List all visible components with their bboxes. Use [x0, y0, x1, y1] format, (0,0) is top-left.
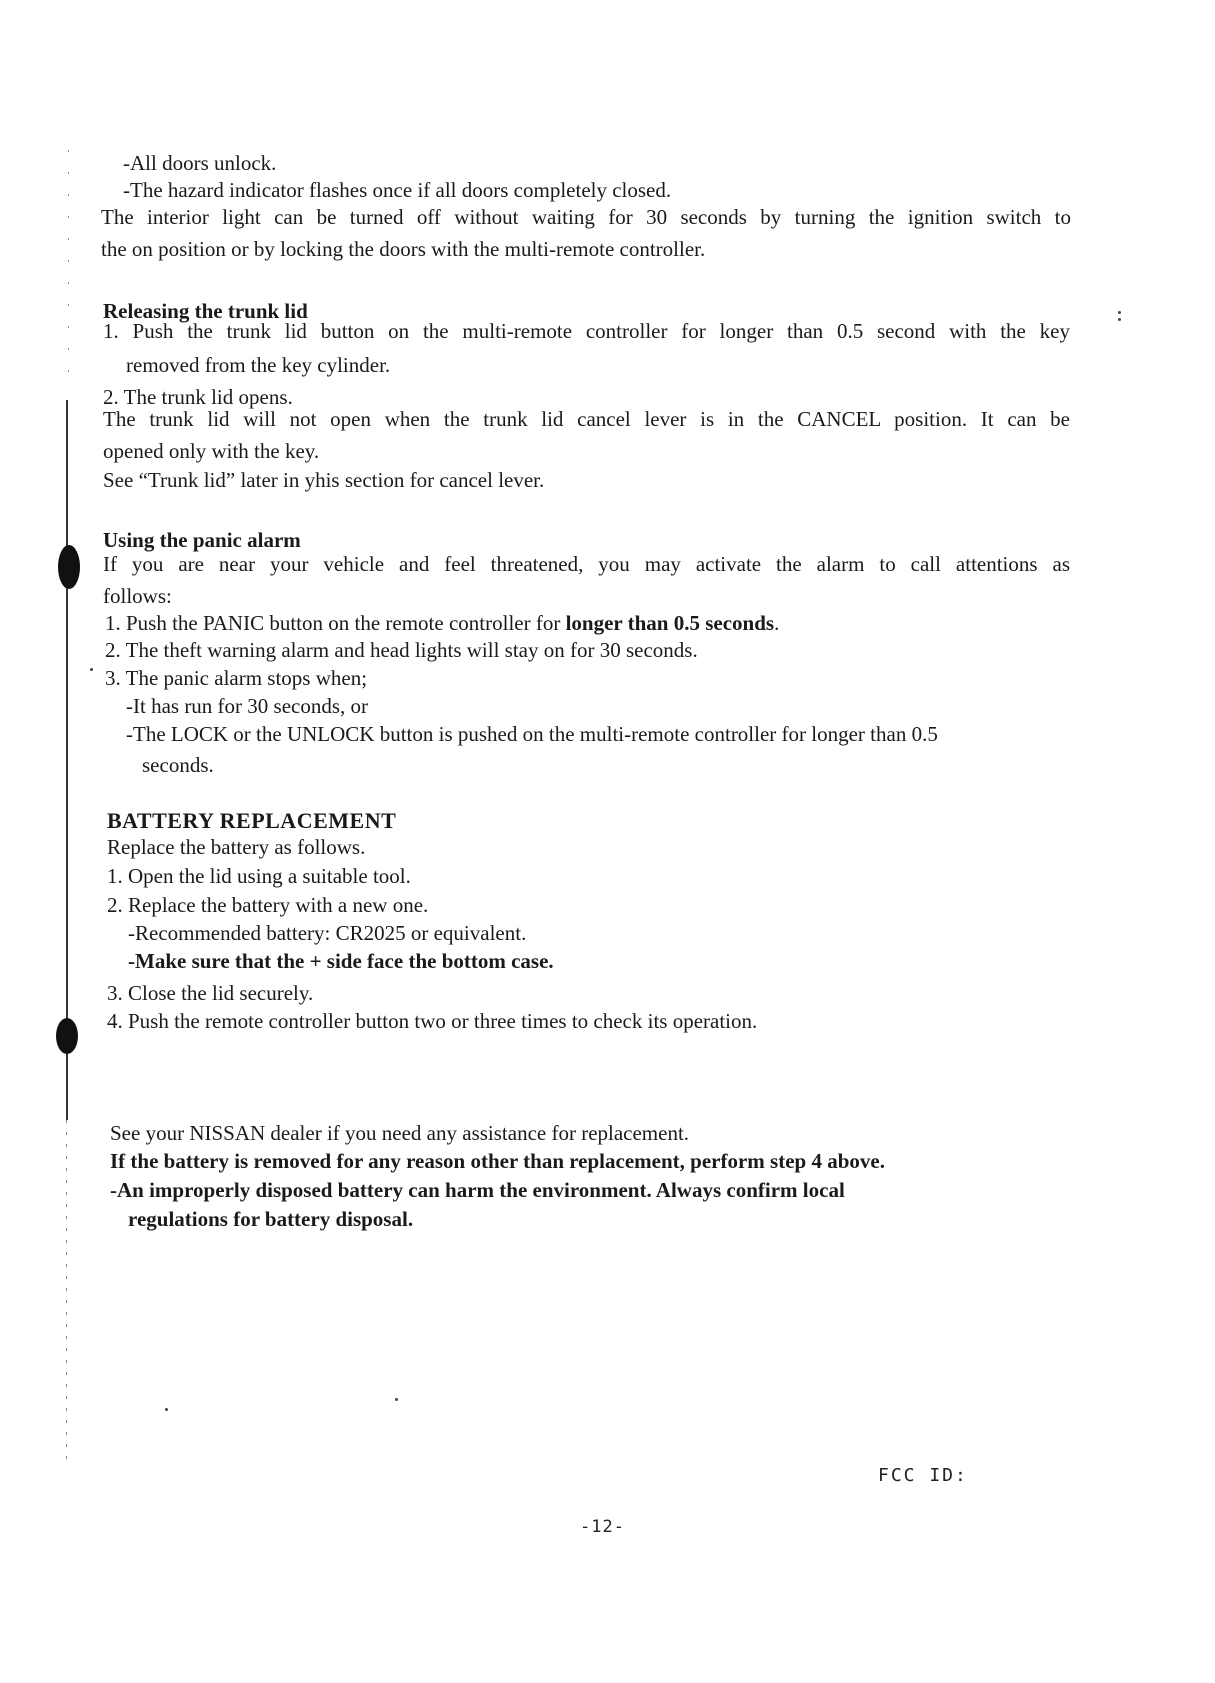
panic-step-1-emphasis: longer than 0.5 seconds [565, 611, 775, 635]
trunk-line-3: 2. The trunk lid opens. [103, 385, 293, 409]
binder-hole-lower [56, 1018, 78, 1054]
scan-speck [1118, 318, 1121, 321]
battery-line-1: Replace the battery as follows. [107, 835, 366, 859]
trunk-line-2: removed from the key cylinder. [126, 353, 391, 377]
scan-speck [90, 668, 93, 671]
intro-line-4: the on position or by locking the doors with the multi-remote controller. [101, 237, 706, 261]
battery-step-4: 4. Push the remote controller button two or three times to check its operation. [107, 1009, 758, 1033]
battery-heading: BATTERY REPLACEMENT [107, 808, 397, 833]
binder-hole-marks [68, 150, 69, 390]
trunk-heading: Releasing the trunk lid [103, 299, 308, 323]
panic-step-2: 2. The theft warning alarm and head lights will stay on for 30 seconds. [105, 638, 698, 662]
battery-removal-warning: If the battery is removed for any reason other than replacement, perform step 4 above. [110, 1149, 885, 1173]
battery-step-2-sub-2: -Make sure that the + side face the bottom case. [128, 949, 554, 973]
page-number: -12- [580, 1517, 625, 1537]
panic-heading: Using the panic alarm [103, 528, 301, 552]
battery-step-3: 3. Close the lid securely. [107, 981, 314, 1005]
panic-step-3: 3. The panic alarm stops when; [105, 666, 368, 690]
panic-step-1-period: . [774, 611, 780, 635]
scan-speck [165, 1408, 168, 1411]
intro-line-2: -The hazard indicator flashes once if all doors completely closed. [123, 178, 672, 202]
scan-speck [395, 1398, 398, 1401]
battery-step-2: 2. Replace the battery with a new one. [107, 893, 429, 917]
disposal-warning-cont: regulations for battery disposal. [128, 1207, 414, 1231]
trunk-line-6: See “Trunk lid” later in yhis section for cancel lever. [103, 468, 545, 492]
panic-step-1 [105, 610, 779, 636]
scan-speck [1118, 311, 1121, 314]
dealer-note: See your NISSAN dealer if you need any assistance for replacement. [110, 1121, 690, 1145]
binder-edge-line [66, 400, 68, 1120]
trunk-line-1: 1. Push the trunk lid button on the multi-remote controller for longer than 0.5 second with the key [103, 319, 1070, 343]
battery-step-2-sub-1: -Recommended battery: CR2025 or equivalent. [128, 921, 527, 945]
binder-edge-line-faint [66, 1120, 67, 1460]
panic-step-3-sub-2-cont: seconds. [142, 753, 214, 777]
fcc-id-label: FCC ID: [878, 1465, 968, 1486]
panic-line-2: follows: [103, 584, 172, 608]
disposal-warning: -An improperly disposed battery can harm the environment. Always confirm local [110, 1178, 845, 1202]
panic-step-3-sub-1: -It has run for 30 seconds, or [126, 694, 369, 718]
panic-step-3-sub-2: -The LOCK or the UNLOCK button is pushed on the multi-remote controller for longer than 0.5 [126, 722, 938, 746]
panic-step-1-text: 1. Push the PANIC button on the remote controller for [105, 611, 566, 635]
battery-step-1: 1. Open the lid using a suitable tool. [107, 864, 411, 888]
panic-line-1: If you are near your vehicle and feel threatened, you may activate the alarm to call attentions as [103, 552, 1070, 576]
intro-line-1: -All doors unlock. [123, 151, 277, 175]
trunk-line-4: The trunk lid will not open when the trunk lid cancel lever is in the CANCEL position. It can be [103, 407, 1070, 431]
intro-line-3: The interior light can be turned off without waiting for 30 seconds by turning the ignition switch to [101, 205, 1071, 229]
binder-hole-upper [58, 545, 80, 589]
trunk-line-5: opened only with the key. [103, 439, 320, 463]
